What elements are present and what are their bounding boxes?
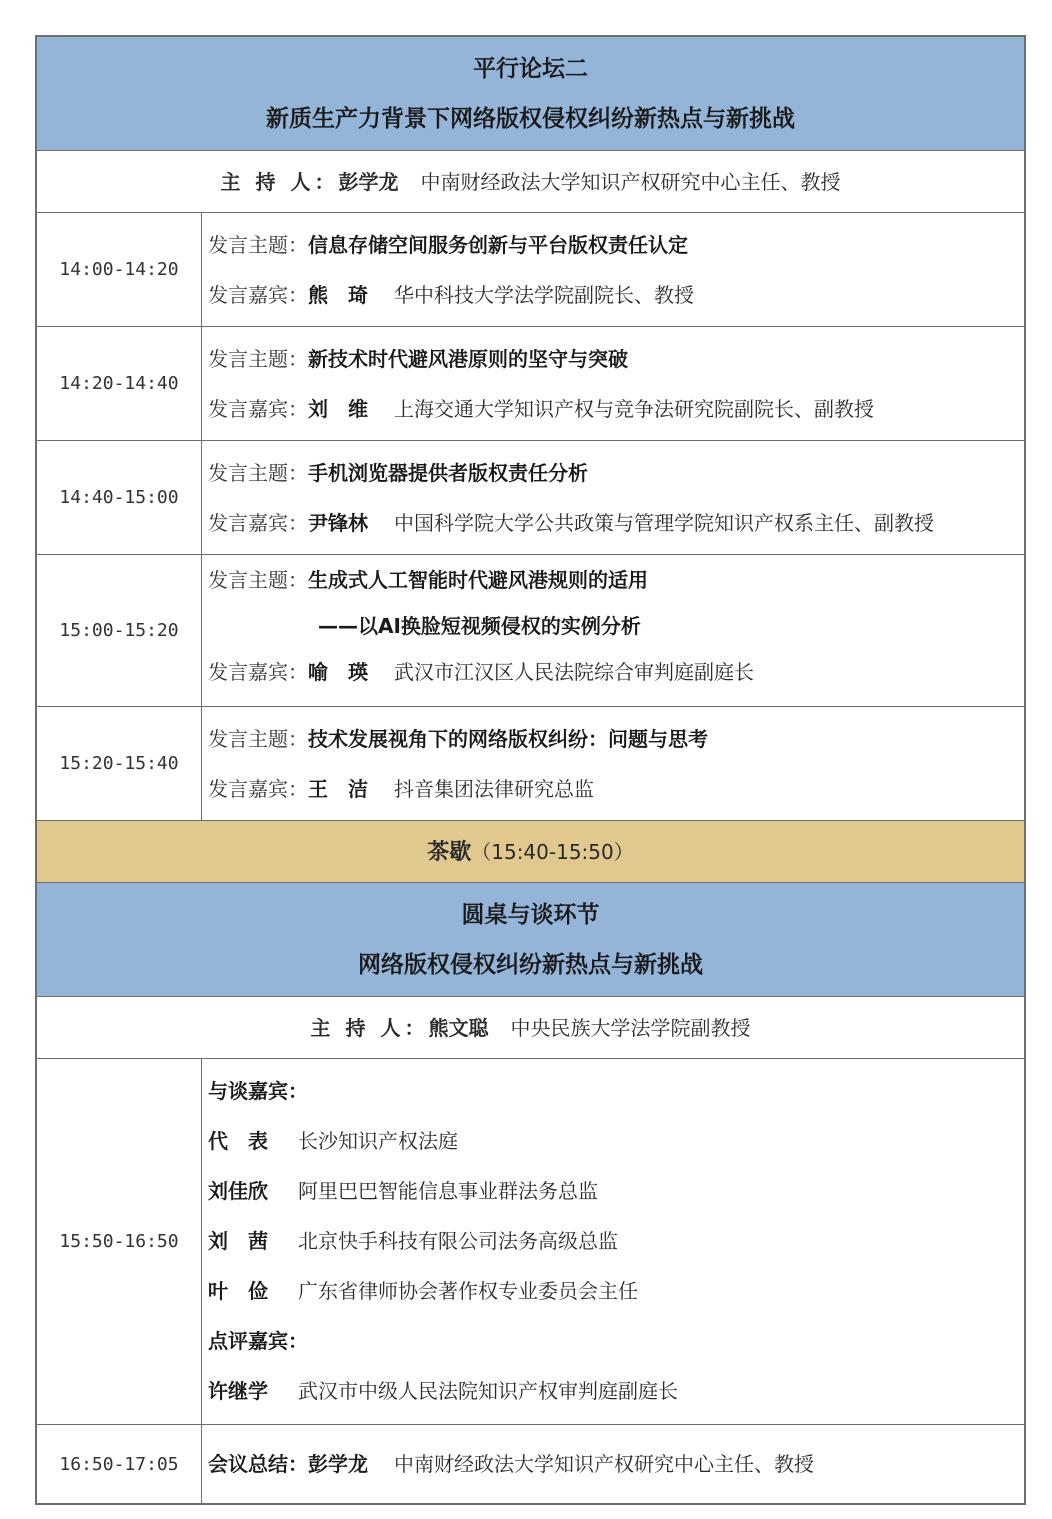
panelist-line bbox=[208, 1166, 1024, 1216]
topic-subtitle: ——以AI换脸短视频侵权的实例分析 bbox=[318, 614, 641, 638]
closing-content bbox=[202, 1425, 1024, 1503]
topic-line bbox=[208, 714, 1024, 764]
host-title: 中南财经政法大学知识产权研究中心主任、教授 bbox=[420, 170, 841, 194]
reviewer-org: 武汉市中级人民法院知识产权审判庭副庭长 bbox=[298, 1379, 678, 1403]
closing-line bbox=[208, 1439, 814, 1489]
session-row bbox=[37, 327, 1024, 441]
session-time: 14:20-14:40 bbox=[37, 327, 202, 440]
speaker-label: 发言嘉宾： bbox=[208, 660, 308, 684]
panel-label: 与谈嘉宾： bbox=[208, 1079, 308, 1103]
topic-label: 发言主题： bbox=[208, 347, 308, 371]
session-time: 14:40-15:00 bbox=[37, 441, 202, 554]
panelist-name: 叶 俭 bbox=[208, 1279, 268, 1303]
closing-label: 会议总结： bbox=[208, 1452, 308, 1476]
session-time: 15:20-15:40 bbox=[37, 707, 202, 820]
session-content bbox=[202, 707, 1024, 820]
closing-row bbox=[37, 1425, 1024, 1503]
roundtable-host-row bbox=[37, 997, 1024, 1059]
session-time: 15:50-16:50 bbox=[37, 1059, 202, 1424]
forum-host-row bbox=[37, 151, 1024, 213]
tea-break-label: 茶歇 bbox=[427, 840, 472, 865]
topic-text: 生成式人工智能时代避风港规则的适用 bbox=[308, 568, 648, 592]
speaker-name: 熊 琦 bbox=[308, 283, 368, 307]
session-row bbox=[37, 707, 1024, 821]
session-time: 16:50-17:05 bbox=[37, 1425, 202, 1503]
panelist-name: 刘 茜 bbox=[208, 1229, 268, 1253]
topic-line bbox=[208, 220, 1024, 270]
topic-label: 发言主题： bbox=[208, 233, 308, 257]
topic-text: 信息存储空间服务创新与平台版权责任认定 bbox=[308, 233, 688, 257]
speaker-line bbox=[208, 384, 1024, 434]
panelist-org: 北京快手科技有限公司法务高级总监 bbox=[298, 1229, 618, 1253]
session-content bbox=[202, 327, 1024, 440]
reviewer-name: 许继学 bbox=[208, 1379, 268, 1403]
roundtable-subtitle: 网络版权侵权纠纷新热点与新挑战 bbox=[358, 952, 703, 978]
agenda-table bbox=[35, 35, 1026, 1505]
panelist-line bbox=[208, 1116, 1024, 1166]
session-time: 15:00-15:20 bbox=[37, 555, 202, 706]
speaker-affiliation: 华中科技大学法学院副院长、教授 bbox=[394, 283, 694, 307]
host-title: 中央民族大学法学院副教授 bbox=[510, 1016, 751, 1040]
roundtable-panel-row bbox=[37, 1059, 1024, 1425]
topic-label: 发言主题： bbox=[208, 568, 308, 592]
panelist-name: 代 表 bbox=[208, 1129, 268, 1153]
speaker-name: 尹锋林 bbox=[308, 511, 368, 535]
reviewer-line bbox=[208, 1366, 1024, 1416]
panelist-org: 阿里巴巴智能信息事业群法务总监 bbox=[298, 1179, 598, 1203]
topic-text: 手机浏览器提供者版权责任分析 bbox=[308, 461, 588, 485]
topic-label: 发言主题： bbox=[208, 727, 308, 751]
speaker-name: 喻 瑛 bbox=[308, 660, 368, 684]
speaker-name: 王 洁 bbox=[308, 777, 368, 801]
roundtable-header bbox=[37, 883, 1024, 997]
topic-text: 技术发展视角下的网络版权纠纷：问题与思考 bbox=[308, 727, 708, 751]
speaker-label: 发言嘉宾： bbox=[208, 283, 308, 307]
speaker-label: 发言嘉宾： bbox=[208, 511, 308, 535]
speaker-affiliation: 抖音集团法律研究总监 bbox=[394, 777, 594, 801]
speaker-name: 刘 维 bbox=[308, 397, 368, 421]
topic-label: 发言主题： bbox=[208, 461, 308, 485]
topic-line bbox=[208, 448, 1024, 498]
panelist-name: 刘佳欣 bbox=[208, 1179, 268, 1203]
speaker-line bbox=[208, 764, 1024, 814]
host-label: 主 持 人： bbox=[310, 1016, 429, 1040]
speaker-line bbox=[208, 498, 1024, 548]
tea-break-time: （15:40-15:50） bbox=[471, 840, 634, 864]
panelist-line bbox=[208, 1266, 1024, 1316]
host-label: 主 持 人： bbox=[220, 170, 339, 194]
session-row bbox=[37, 213, 1024, 327]
closing-title: 中南财经政法大学知识产权研究中心主任、教授 bbox=[394, 1452, 814, 1476]
speaker-label: 发言嘉宾： bbox=[208, 777, 308, 801]
review-label: 点评嘉宾： bbox=[208, 1329, 308, 1353]
session-row bbox=[37, 555, 1024, 707]
session-content bbox=[202, 555, 1024, 706]
topic-line bbox=[208, 334, 1024, 384]
session-row bbox=[37, 441, 1024, 555]
panelist-org: 长沙知识产权法庭 bbox=[298, 1129, 458, 1153]
forum-header bbox=[37, 37, 1024, 151]
panel-content bbox=[202, 1059, 1024, 1424]
topic-line bbox=[208, 557, 1024, 603]
topic-text: 新技术时代避风港原则的坚守与突破 bbox=[308, 347, 628, 371]
host-name: 熊文聪 bbox=[428, 1016, 489, 1040]
speaker-affiliation: 上海交通大学知识产权与竞争法研究院副院长、副教授 bbox=[394, 397, 874, 421]
tea-break-row bbox=[37, 821, 1024, 883]
speaker-affiliation: 中国科学院大学公共政策与管理学院知识产权系主任、副教授 bbox=[394, 511, 934, 535]
forum-subtitle: 新质生产力背景下网络版权侵权纠纷新热点与新挑战 bbox=[266, 106, 795, 132]
session-time: 14:00-14:20 bbox=[37, 213, 202, 326]
speaker-label: 发言嘉宾： bbox=[208, 397, 308, 421]
speaker-line bbox=[208, 270, 1024, 320]
forum-title: 平行论坛二 bbox=[473, 56, 588, 82]
session-content bbox=[202, 441, 1024, 554]
session-content bbox=[202, 213, 1024, 326]
panelist-line bbox=[208, 1216, 1024, 1266]
panelist-org: 广东省律师协会著作权专业委员会主任 bbox=[298, 1279, 638, 1303]
speaker-affiliation: 武汉市江汉区人民法院综合审判庭副庭长 bbox=[394, 660, 754, 684]
host-name: 彭学龙 bbox=[338, 170, 399, 194]
closing-name: 彭学龙 bbox=[308, 1452, 368, 1476]
roundtable-title: 圆桌与谈环节 bbox=[461, 902, 600, 928]
speaker-line bbox=[208, 649, 1024, 695]
